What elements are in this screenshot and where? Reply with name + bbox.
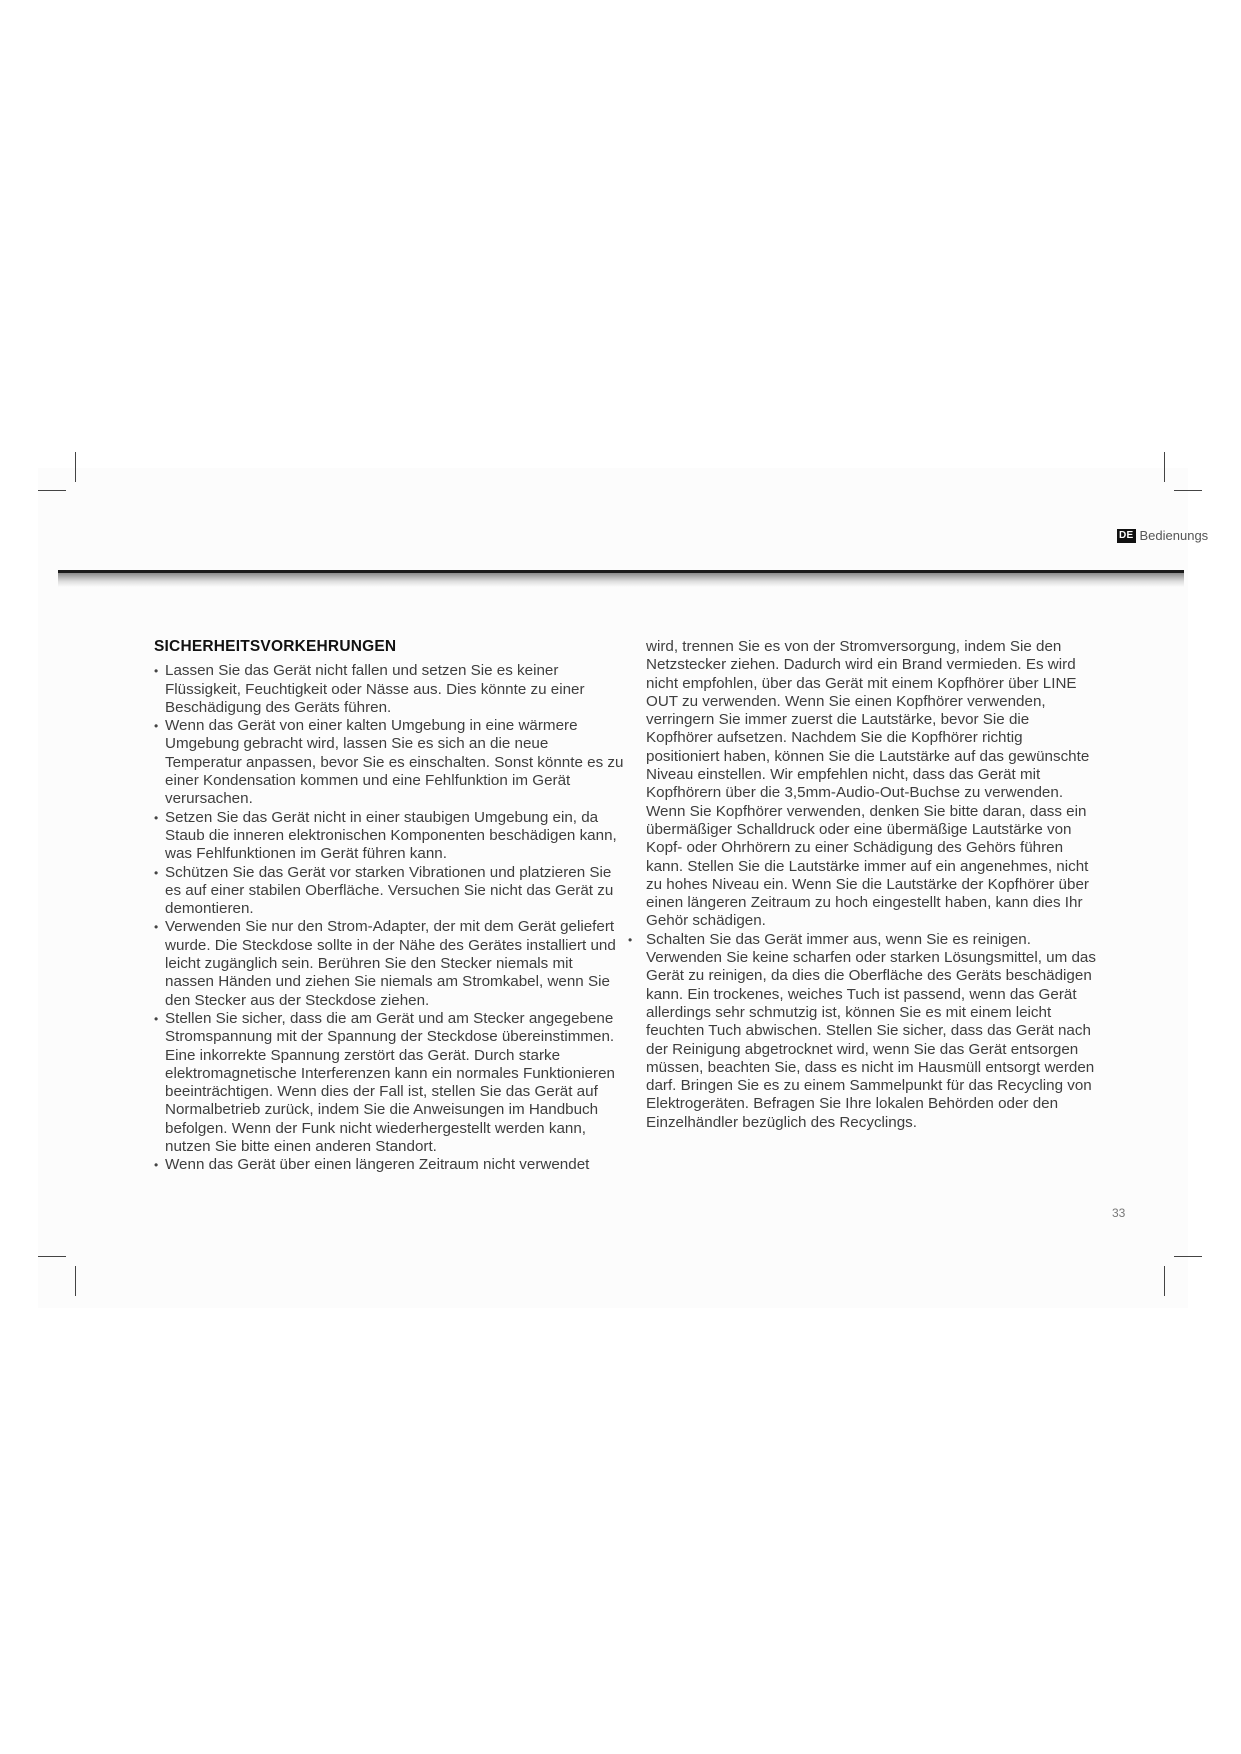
crop-mark-bottom-left-horizontal <box>38 1256 66 1257</box>
crop-mark-top-left-vertical <box>75 452 76 482</box>
safety-list-left <box>154 662 624 1174</box>
crop-mark-top-right-horizontal <box>1174 490 1202 491</box>
continued-paragraph: wird, trennen Sie es von der Stromversorgung, indem Sie den Netzstecker ziehen. Dadurch wird ein Brand vermieden. Es wird nicht empfohlen, über das Gerät mit einem Kopfhörer über LINE OUT zu verwenden. Wenn Sie einen Kopfhörer verwenden, verringern Sie immer zuerst die Lautstärke, bevor Sie die Kopfhörer aufsetzen. Nachdem Sie die Kopfhörer richtig positioniert haben, können Sie die Lautstärke auf das gewünschte Niveau einstellen. Wir empfehlen nicht, dass das Gerät mit Kopfhörern über die 3,5mm-Audio-Out-Buchse zu verwenden. Wenn Sie Kopfhörer verwenden, denken Sie bitte daran, dass ein übermäßiger Schalldruck oder eine übermäßige Lautstärke von Kopf- oder Ohrhörern zu einer Schädigung des Gehörs führen kann. Stellen Sie die Lautstärke immer auf ein angenehmes, nicht zu hohes Niveau ein. Wenn Sie die Lautstärke der Kopfhörer über einen längeren Zeitraum zu hoch eingestellt haben, kann dies Ihr Gehör schädigen. <box>646 638 1090 930</box>
crop-mark-bottom-right-vertical <box>1164 1266 1165 1296</box>
language-badge: DE <box>1119 529 1134 541</box>
right-column <box>628 638 1098 1132</box>
list-item: • Schützen Sie das Gerät vor starken Vibrationen und platzieren Sie es auf einer stabilen Oberfläche. Versuchen Sie nicht das Gerät zu demontieren. <box>154 864 624 919</box>
running-title: Bedienungs <box>1139 528 1209 543</box>
safety-list-right <box>628 931 1098 1132</box>
crop-mark-bottom-left-vertical <box>75 1266 76 1296</box>
crop-mark-bottom-right-horizontal <box>1174 1256 1202 1257</box>
header-rule-shadow <box>58 573 1184 587</box>
crop-mark-top-right-vertical <box>1164 452 1165 482</box>
list-item: • Schalten Sie das Gerät immer aus, wenn Sie es reinigen. Verwenden Sie keine scharfen oder starken Lösungsmittel, um das Gerät zu reinigen, da dies die Oberfläche des Geräts beschädigen kann. Ein trockenes, weiches Tuch ist passend, wenn das Gerät allerdings sehr schmutzig ist, können Sie es mit einem leicht feuchten Tuch abwischen. Stellen Sie sicher, dass das Gerät nach der Reinigung abgetrocknet wird, wenn Sie das Gerät entsorgen müssen, beachten Sie, dass es nicht im Hausmüll entsorgt werden darf. Bringen Sie es zu einem Sammelpunkt für das Recycling von Elektrogeräten. Befragen Sie Ihre lokalen Behörden oder den Einzelhändler bezüglich des Recyclings. <box>628 931 1098 1132</box>
crop-mark-top-left-horizontal <box>38 490 66 491</box>
page-number: 33 <box>1112 1206 1126 1220</box>
running-header <box>1117 528 1241 543</box>
left-column <box>154 638 624 1175</box>
list-item: • Verwenden Sie nur den Strom-Adapter, der mit dem Gerät geliefert wurde. Die Steckdose sollte in der Nähe des Gerätes installiert und leicht zugänglich sein. Berühren Sie den Stecker niemals mit nassen Händen und ziehen Sie niemals am Stromkabel, wenn Sie den Stecker aus der Steckdose ziehen. <box>154 918 624 1009</box>
list-item: • Wenn das Gerät über einen längeren Zeitraum nicht verwendet <box>154 1156 624 1174</box>
section-title: SICHERHEITSVORKEHRUNGEN <box>154 638 397 655</box>
list-item: • Setzen Sie das Gerät nicht in einer staubigen Umgebung ein, da Staub die inneren elektronischen Komponenten beschädigen kann, was Fehlfunktionen im Gerät führen kann. <box>154 809 624 864</box>
list-item: • Lassen Sie das Gerät nicht fallen und setzen Sie es keiner Flüssigkeit, Feuchtigkeit oder Nässe aus. Dies könnte zu einer Beschädigung des Geräts führen. <box>154 662 624 717</box>
list-item: • Stellen Sie sicher, dass die am Gerät und am Stecker angegebene Stromspannung mit der Spannung der Steckdose übereinstimmen. Eine inkorrekte Spannung zerstört das Gerät. Durch starke elektromagnetische Interferenzen kann ein normales Funktionieren beeinträchtigen. Wenn dies der Fall ist, stellen Sie das Gerät auf Normalbetrieb zurück, indem Sie die Anweisungen im Handbuch befolgen. Wenn der Funk nicht wiederhergestellt werden kann, nutzen Sie bitte einen anderen Standort. <box>154 1010 624 1156</box>
list-item: • Wenn das Gerät von einer kalten Umgebung in eine wärmere Umgebung gebracht wird, lassen Sie es sich an die neue Temperatur anpassen, bevor Sie es einschalten. Sonst könnte es zu einer Kondensation kommen und eine Fehlfunktion im Gerät verursachen. <box>154 717 624 808</box>
